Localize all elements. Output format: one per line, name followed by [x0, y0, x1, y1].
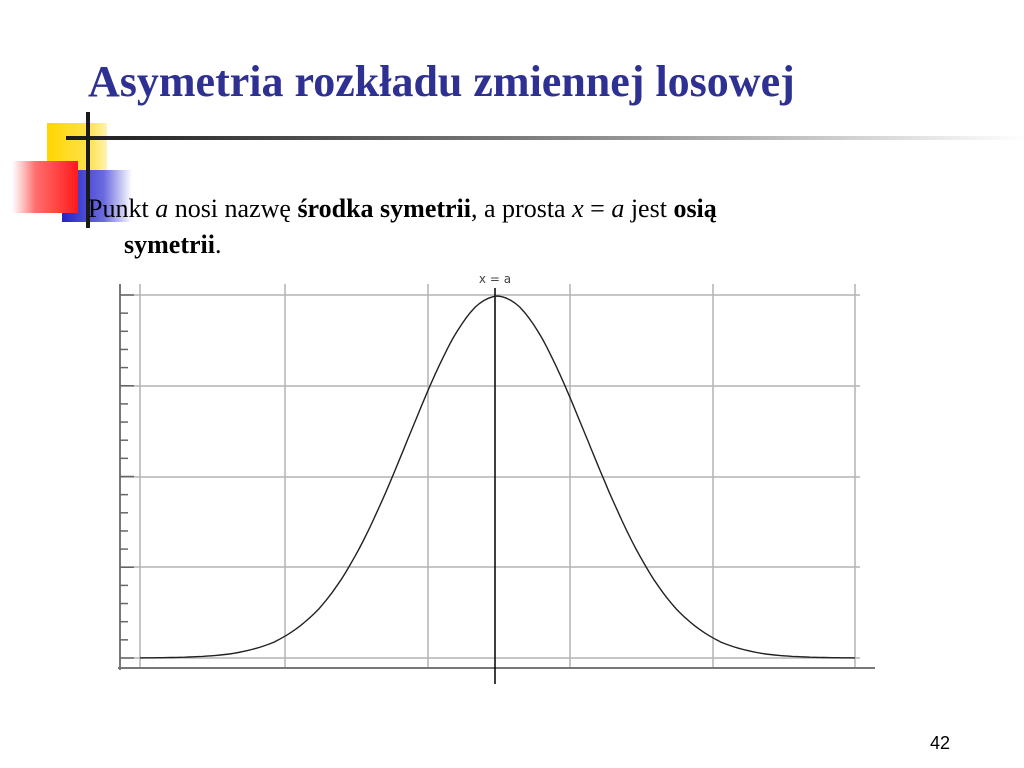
slide-title: Asymetria rozkładu zmiennej losowej: [88, 57, 795, 106]
y-axis-ticks: [120, 295, 134, 658]
normal-distribution-chart: [0, 265, 1024, 690]
deco-red-square: [12, 161, 78, 213]
horizontal-gridlines: [120, 295, 860, 658]
body-text: Punkt a nosi nazwę środka symetrii, a prosta x = a jest osią symetrii.: [88, 194, 717, 259]
symmetry-axis-label: x = a: [478, 272, 512, 286]
deco-horizontal-line: [66, 136, 1024, 140]
vertical-gridlines: [140, 284, 855, 668]
page-number: 42: [930, 733, 951, 753]
